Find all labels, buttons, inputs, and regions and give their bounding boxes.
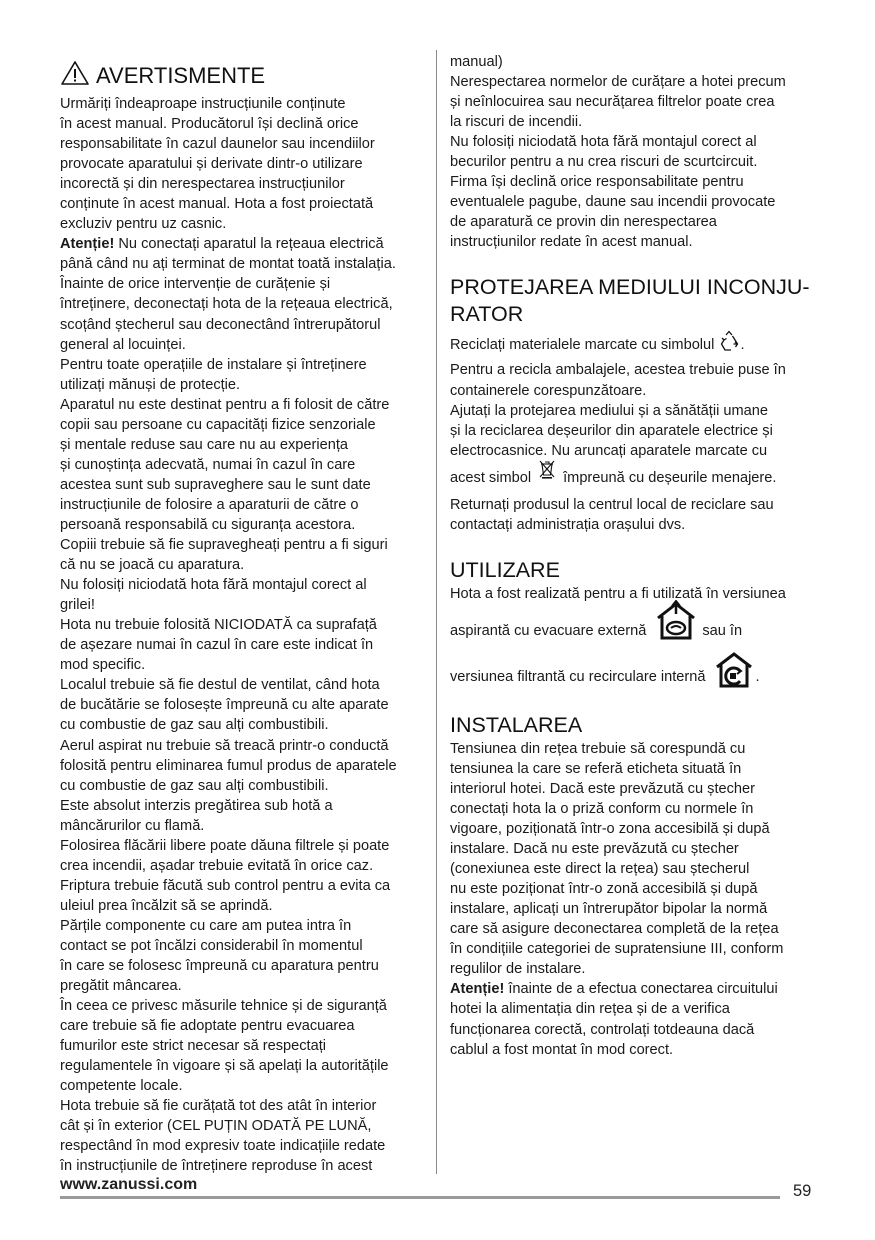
text-line: respectând în mod expresiv toate indicațiile redate xyxy=(60,1138,386,1155)
text-line: de bucătărie se folosește împreună cu alte aparate xyxy=(60,697,389,714)
text-line: competente locale. xyxy=(60,1078,183,1095)
extraction-line: aspirantă cu evacuare externă sau în xyxy=(450,606,820,656)
environment-heading: PROTEJAREA MEDIULUI INCONJU- RATOR xyxy=(450,275,810,327)
text-line: manual) xyxy=(450,54,503,70)
text-line: containerele corespunzătoare. xyxy=(450,382,647,399)
text-line: folosită pentru eliminarea fumul produs de aparatele xyxy=(60,757,397,774)
text-line: Firma își declină orice responsabilitate pentru xyxy=(450,174,744,191)
text-line: Ajutați la protejarea mediului și a sănătății umane xyxy=(450,402,768,419)
warning-heading: AVERTISMENTE xyxy=(60,60,428,92)
text-line: (conexiunea este direct la rețea) sau ștecherul xyxy=(450,861,750,878)
text-line: interiorul hotei. Dacă este prevăzută cu ștecher xyxy=(450,780,756,797)
text-line: mod specific. xyxy=(60,657,146,674)
installation-heading: INSTALAREA xyxy=(450,712,583,737)
text-line: până când nu ați terminat de montat toată instalația. xyxy=(60,256,396,273)
text-line: în condițiile categoriei de supratensiune III, conform xyxy=(450,941,784,958)
text-line: regulamentele în vigoare și să apelați la autoritățile xyxy=(60,1058,389,1075)
text-line: conținute în acest manual. Hota a fost proiectată xyxy=(60,196,374,213)
text-line: Înainte de orice intervenție de curățenie și xyxy=(60,276,331,293)
text-line: responsabilitate în cazul daunelor sau incendiilor xyxy=(60,136,375,153)
text-line: instalare. Dacă nu este prevăzută cu ștecher xyxy=(450,841,739,858)
text-line: cablul a fost montat în mod corect. xyxy=(450,1041,674,1058)
text-line: persoană responsabilă cu siguranța acestora. xyxy=(60,516,356,533)
environment-paragraph xyxy=(450,360,820,460)
installation-attention-line: Atenție! înainte de a efectua conectarea circuitului xyxy=(450,981,778,998)
website-url: www.zanussi.com xyxy=(60,1176,198,1193)
text-line: Friptura trebuie făcută sub control pentru a evita ca xyxy=(60,877,391,894)
usage-line: Hota a fost realizată pentru a fi utilizată în versiunea xyxy=(450,585,786,602)
text-line: Nerespectarea normelor de curățare a hotei precum xyxy=(450,74,786,91)
text-line: Aparatul nu este destinat pentru a fi folosit de către xyxy=(60,396,390,413)
bin-line: acest simbol împreună cu deșeurile menajere. xyxy=(450,461,820,495)
text-line: În ceea ce privesc măsurile tehnice și de siguranță xyxy=(60,998,387,1015)
text-line: nu este poziționat într-o zonă accesibilă și după xyxy=(450,881,758,898)
right-column xyxy=(450,52,820,1060)
text-line: cât și în exterior (CEL PUȚIN ODATĂ PE LUNĂ, xyxy=(60,1118,372,1135)
text-line: Este absolut interzis pregătirea sub hotă a xyxy=(60,797,333,814)
warning-triangle-icon xyxy=(60,60,96,92)
text-line: regulilor de instalare. xyxy=(450,961,586,978)
text-line: și la reciclarea deșeurilor din aparatele electrice și xyxy=(450,422,773,439)
column-divider xyxy=(436,50,437,1174)
page-number: 59 xyxy=(793,1182,812,1200)
text-line: Aerul aspirat nu trebuie să treacă printr-o conductă xyxy=(60,737,389,754)
text-line: cu combustie de gaz sau alți combustibili. xyxy=(60,717,329,734)
installation-paragraph-continued xyxy=(450,999,820,1059)
attention-line: Atenție! Nu conectați aparatul la rețeaua electrică xyxy=(60,236,384,253)
text-line: instalare, aplicați un întrerupător bipolar la normă xyxy=(450,901,768,918)
environment-paragraph-continued xyxy=(450,495,820,535)
text-line: electrocasnice. Nu aruncați aparatele marcate cu xyxy=(450,442,768,459)
text-line: Hota trebuie să fie curățată tot des atât în interior xyxy=(60,1098,377,1115)
text-line: și cunoștința adecvată, numai în cazul în care xyxy=(60,456,356,473)
text-line: Nu folosiți niciodată hota fără montajul corect al xyxy=(60,577,367,594)
text-line: crea incendii, așadar trebuie evitată în orice caz. xyxy=(60,857,374,874)
text-line: provocate aparatului și derivate dintr-o utilizare xyxy=(60,156,363,173)
text-line: contact se pot încălzi considerabil în momentul xyxy=(60,937,363,954)
text-line: incorectă și din nerespectarea instrucțiunilor xyxy=(60,176,345,193)
text-line: excluziv pentru uz casnic. xyxy=(60,216,227,233)
text-line: că nu se joacă cu aparatura. xyxy=(60,557,245,574)
text-line: eventualele pagube, daune sau incendii provocate xyxy=(450,194,776,211)
extraction-house-icon xyxy=(654,600,698,646)
text-line: de așezare numai în cazul în care este indicat în xyxy=(60,637,374,654)
text-line: general al locuinței. xyxy=(60,336,186,353)
text-line: conectați hota la o priză conform cu normele în xyxy=(450,800,754,817)
text-line: instrucțiunile de folosire a aparaturii de către o xyxy=(60,496,359,513)
recycle-icon xyxy=(718,330,740,360)
text-line: Pentru toate operațiile de instalare și întreținere xyxy=(60,356,367,373)
text-line: scoțând ștecherul sau deconectând întrerupătorul xyxy=(60,316,381,333)
text-line: în instrucțiunile de întreținere reproduse în acest xyxy=(60,1158,373,1175)
text-line: și neînlocuirea sau necurățarea filtrelor poate crea xyxy=(450,94,775,111)
text-line: copii sau persoane cu capacități fizice senzoriale xyxy=(60,416,376,433)
text-line: Folosirea flăcării libere poate dăuna filtrele și poate xyxy=(60,837,390,854)
warning-paragraph-continued xyxy=(60,254,428,1176)
text-line: Localul trebuie să fie destul de ventilat, când hota xyxy=(60,677,380,694)
text-line: Returnați produsul la centrul local de reciclare sau xyxy=(450,496,774,513)
text-line: vigoare, poziționată într-o zona accesibilă și după xyxy=(450,821,770,838)
filter-line: versiunea filtrantă cu recirculare internă . xyxy=(450,656,820,698)
footer-rule xyxy=(60,1196,780,1199)
text-line: și mentale reduse sau care nu au experiența xyxy=(60,436,348,453)
text-line: Părțile componente cu care am putea intra în xyxy=(60,917,352,934)
text-line: funcționarea corectă, controlați totdeauna dacă xyxy=(450,1021,755,1038)
text-line: în care se folosesc împreună cu aparatura pentru xyxy=(60,958,379,975)
recirculation-house-icon xyxy=(714,651,754,695)
text-line: hotei la alimentația din rețea și de a verifica xyxy=(450,1001,730,1018)
text-line: instrucțiunilor redate în acest manual. xyxy=(450,234,693,251)
text-line: contactați administrația orașului dvs. xyxy=(450,516,686,533)
crossed-bin-icon xyxy=(539,459,555,485)
text-line: Tensiunea din rețea trebuie să corespundă cu xyxy=(450,740,746,757)
installation-paragraph xyxy=(450,739,820,980)
text-line: uleiul prea încălzit să se aprindă. xyxy=(60,897,273,914)
continued-paragraph xyxy=(450,52,820,252)
recycle-line: Reciclați materialele marcate cu simbolul . xyxy=(450,330,820,360)
text-line: care să asigure deconectarea completă de la rețea xyxy=(450,921,779,938)
usage-heading: UTILIZARE xyxy=(450,557,560,582)
text-line: fumurilor este strict necesar să respectați xyxy=(60,1038,327,1055)
text-line: Pentru a recicla ambalajele, acestea trebuie puse în xyxy=(450,362,786,379)
text-line: grilei! xyxy=(60,597,95,614)
text-line: Nu folosiți niciodată hota fără montajul corect al xyxy=(450,134,757,151)
text-line: acestea sunt sub supraveghere sau le sunt date xyxy=(60,476,371,493)
text-line: becurilor pentru a nu crea riscuri de scurtcircuit. xyxy=(450,154,758,171)
text-line: mâncărurilor cu flamă. xyxy=(60,817,205,834)
text-line: la riscuri de incendii. xyxy=(450,114,583,131)
text-line: în acest manual. Producătorul își declină orice xyxy=(60,116,359,133)
warning-paragraph xyxy=(60,94,428,234)
text-line: cu combustie de gaz sau alți combustibili. xyxy=(60,777,329,794)
text-line: tensiunea la care se referă eticheta situată în xyxy=(450,760,742,777)
text-line: care trebuie să fie adoptate pentru evacuarea xyxy=(60,1018,355,1035)
text-line: Hota nu trebuie folosită NICIODATĂ ca suprafață xyxy=(60,617,377,634)
left-column xyxy=(60,52,428,1177)
text-line: Copiii trebuie să fie supravegheați pentru a fi siguri xyxy=(60,537,388,554)
text-line: Urmăriți îndeaproape instrucțiunile conținute xyxy=(60,96,346,112)
text-line: pregătit mâncarea. xyxy=(60,978,182,995)
text-line: întreținere, deconectați hota de la rețeaua electrică, xyxy=(60,296,393,313)
text-line: de aparatură ce provin din nerespectarea xyxy=(450,214,717,231)
text-line: utilizați mănuși de protecție. xyxy=(60,376,241,393)
